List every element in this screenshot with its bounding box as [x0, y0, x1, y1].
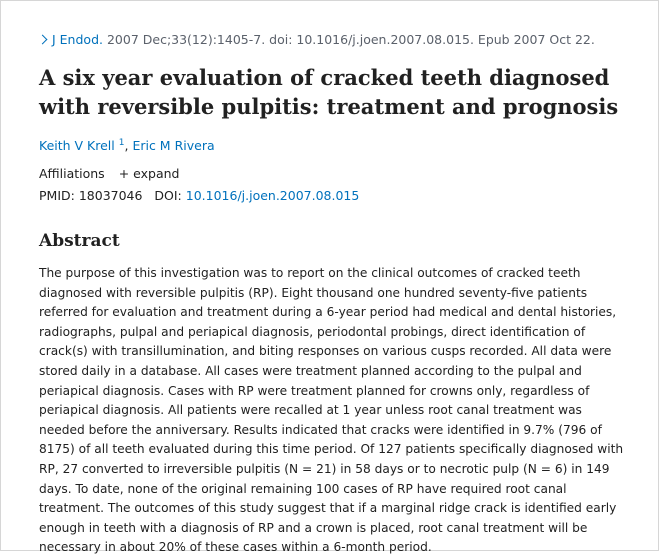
citation-details: 2007 Dec;33(12):1405-7. doi: 10.1016/j.joen.2007.08.015. Epub 2007 Oct 22.: [106, 32, 595, 47]
author-separator: ,: [124, 138, 133, 154]
affiliations-label: Affiliations: [39, 166, 105, 181]
doi-label: DOI:: [154, 188, 182, 203]
pmid-label: PMID:: [39, 188, 75, 203]
abstract-text: The purpose of this investigation was to report on the clinical outcomes of cracked teeth diagnosed with reversible pulpitis (RP). Eight thousand one hundred seventy-five patients referred for evaluation and treatment during a 6-year period had medical and dental histories, radiographs, pulpal and periapical diagnosis, periodontal probings, direct identification of crack(s) with transillumination, and biting responses on various cusps recorded. All data were stored daily in a database. All cases were treatment planned according to the pulpal and periapical diagnosis. Cases with RP were treatment planned for crowns only, regardless of periapical diagnosis. All patients were recalled at 1 year unless root canal treatment was needed before the anniversary. Results indicated that cracks were identified in 9.7% (796 of 8175) of all teeth evaluated during this time period. Of 127 patients specifically diagnosed with RP, 27 converted to irreversible pulpitis (N = 21) in 58 days or to necrotic pulp (N = 6) in 149 days. To date, none of the original remaining 100 cases of RP have required root canal treatment. The outcomes of this study suggest that if a marginal ridge crack is identified early enough in teeth with a diagnosis of RP and a crown is placed, root canal treatment will be necessary in about 20% of these cases within a 6-month period.: [39, 266, 624, 555]
identifiers-row: [39, 188, 359, 203]
affiliations-row: [39, 166, 180, 181]
doi-link[interactable]: 10.1016/j.joen.2007.08.015: [185, 188, 360, 203]
plus-icon: +: [118, 166, 130, 181]
affiliation-marker[interactable]: 1: [118, 138, 125, 148]
pmid-value: 18037046: [78, 188, 143, 203]
affiliations-expand-button[interactable]: [119, 166, 180, 181]
abstract-heading: Abstract: [39, 231, 120, 251]
author-link-rivera[interactable]: Eric M Rivera: [132, 138, 215, 154]
journal-link[interactable]: J Endod.: [52, 32, 103, 47]
article-title: A six year evaluation of cracked teeth diagnosed with reversible pulpitis: treatment and prognosis: [39, 65, 619, 119]
chevron-right-icon[interactable]: [38, 35, 48, 45]
expand-label: expand: [133, 166, 180, 181]
author-list: [39, 138, 215, 153]
citation-line: [39, 32, 595, 47]
author-link-krell[interactable]: Keith V Krell: [39, 138, 115, 154]
